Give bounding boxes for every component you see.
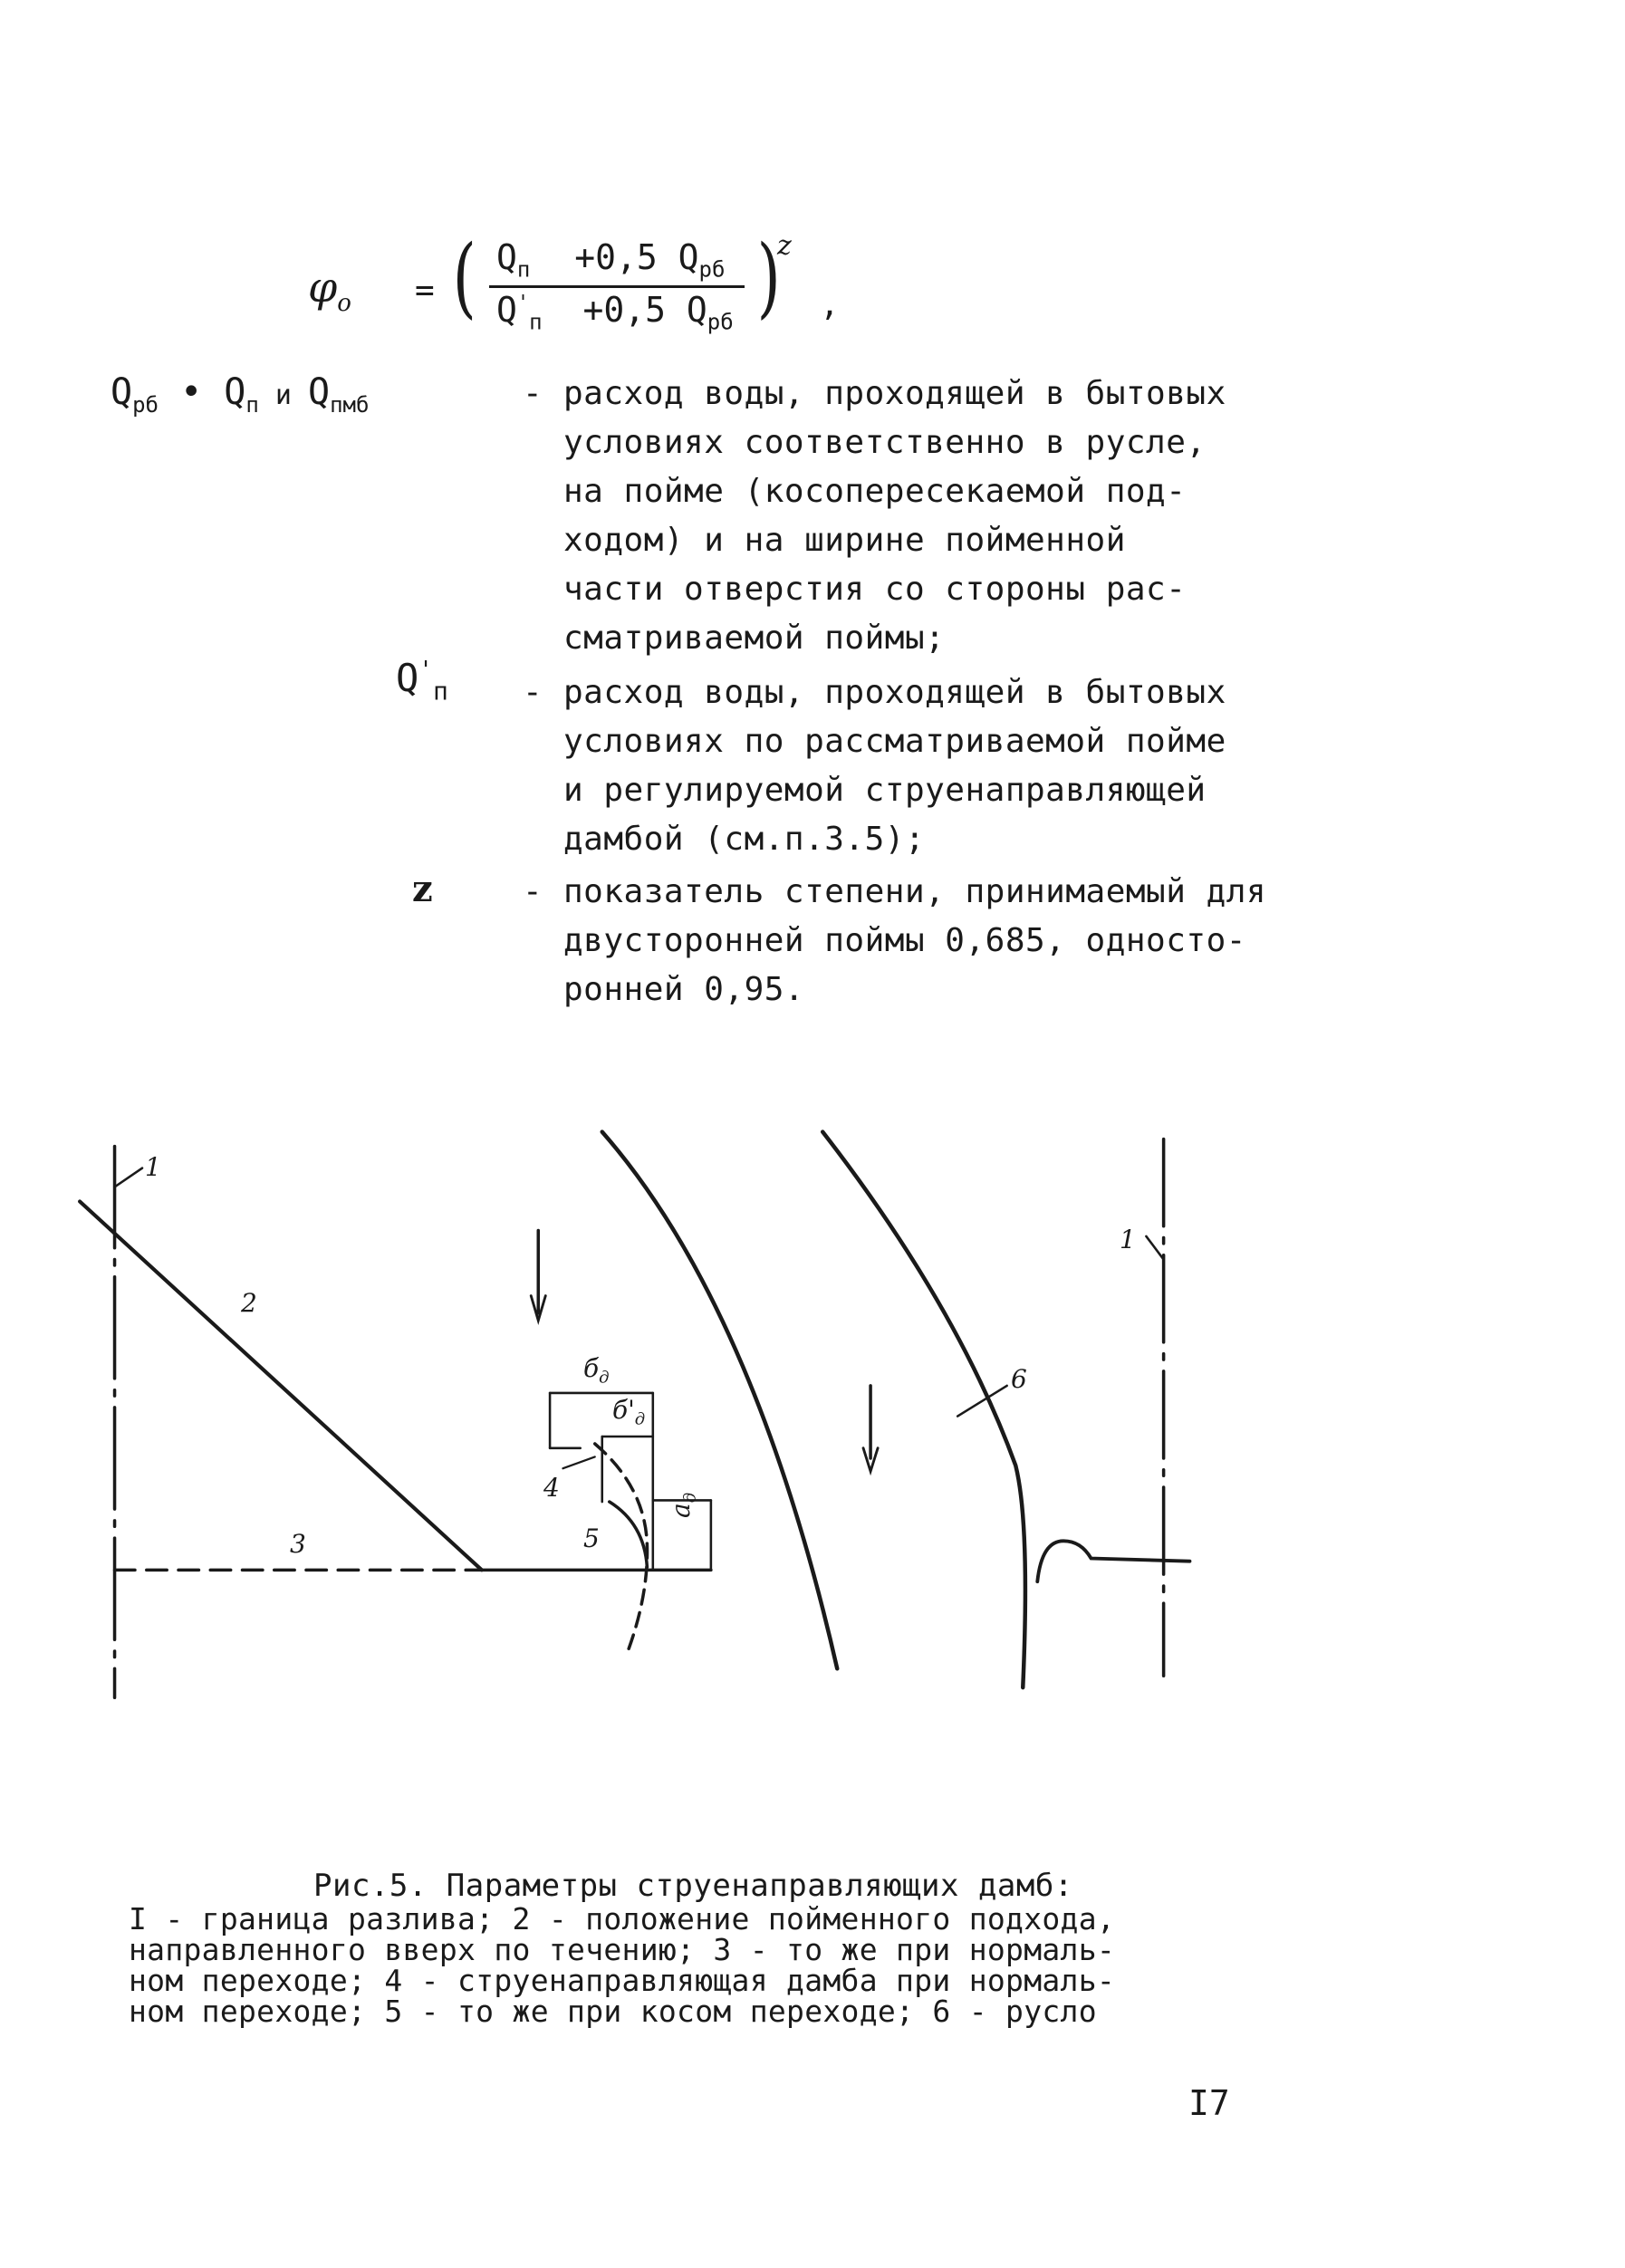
- definition-1-line-1: расход воды, проходящей в бытовых: [563, 375, 1226, 412]
- definition-3-line-3: ронней 0,95.: [563, 971, 805, 1008]
- caption-line-3: ном переходе; 4 - струенаправляющая дамба при нормаль-: [129, 1963, 1116, 1998]
- right-boundary-leader: [1146, 1236, 1163, 1260]
- definition-2-line-1: расход воды, проходящей в бытовых: [563, 674, 1226, 711]
- definition-1-line-5: части отверстия со стороны рас-: [563, 571, 1187, 608]
- river-channel-bank: [822, 1132, 1025, 1687]
- definition-3-symbol: z: [412, 868, 433, 910]
- definition-1-line-2: условиях соответственно в русле,: [563, 424, 1207, 461]
- definition-1-line-4: ходом) и на ширине пойменной: [563, 522, 1126, 559]
- formula-open-paren: (: [452, 226, 476, 328]
- label-4-leader: [562, 1456, 594, 1468]
- caption-line-1: I - граница разлива; 2 - положение пойменного подхода,: [129, 1901, 1116, 1936]
- label-4: 4: [543, 1473, 560, 1503]
- caption-line-2: направленного вверх по течению; 3 - то же при нормаль-: [129, 1932, 1116, 1967]
- formula-close-paren: ): [756, 226, 781, 328]
- definition-3-dash: -: [523, 873, 543, 910]
- formula-numerator: $Q_п +0,5$ $Q_{рб}$: [496, 237, 726, 283]
- right-approach-stub: [1037, 1541, 1189, 1581]
- label-2: 2: [241, 1288, 257, 1318]
- definition-1-line-3: на пойме (косопересекаемой под-: [563, 473, 1187, 510]
- caption-title: Рис.5. Параметры струенаправляющих дамб:: [313, 1868, 1073, 1904]
- label-b-d: $б_д$: [583, 1353, 610, 1388]
- label-3: 3: [290, 1529, 306, 1559]
- formula-trailing-comma: ,: [820, 286, 840, 323]
- formula-denominator: $Q'_п +0,5$ $Q_{рб}$: [496, 290, 734, 335]
- definition-2-line-3: и регулируемой струенаправляющей: [563, 772, 1207, 809]
- definition-1-dash: -: [523, 375, 543, 412]
- definition-2-line-2: условиях по рассматриваемой пойме: [563, 723, 1226, 760]
- label-1-left: 1: [145, 1152, 161, 1182]
- formula-lhs: $\varphi_o$: [308, 263, 351, 318]
- formula-equals: =: [415, 272, 435, 309]
- caption-line-4: ном переходе; 5 - то же при косом переходе; 6 - русло: [129, 1994, 1097, 2029]
- definition-2-symbol: $Q'_п$: [396, 656, 448, 706]
- page-number: I7: [1188, 2083, 1230, 2123]
- label-5: 5: [583, 1523, 600, 1553]
- definition-1-symbol: $Q_{рб}$ • $Q_п$ и $Q_{пмб}$: [111, 371, 370, 418]
- label-b-d-prime: $б'_д$: [612, 1395, 646, 1429]
- definition-2-dash: -: [523, 674, 543, 711]
- definition-3-line-1: показатель степени, принимаемый для: [563, 873, 1267, 910]
- approach-line-upstream: [80, 1201, 482, 1570]
- left-boundary-leader: [115, 1168, 142, 1187]
- label-6: 6: [1011, 1364, 1027, 1394]
- definition-3-line-2: двусторонней поймы 0,685, односто-: [563, 922, 1246, 959]
- definition-1-line-6: сматриваемой поймы;: [563, 620, 946, 657]
- label-a-d: $а_д$: [666, 1492, 700, 1518]
- definition-2-line-4: дамбой (см.п.3.5);: [563, 821, 926, 858]
- label-1-right: 1: [1120, 1225, 1136, 1254]
- formula-exponent: z: [777, 230, 792, 262]
- caption-body: [129, 1901, 1116, 2029]
